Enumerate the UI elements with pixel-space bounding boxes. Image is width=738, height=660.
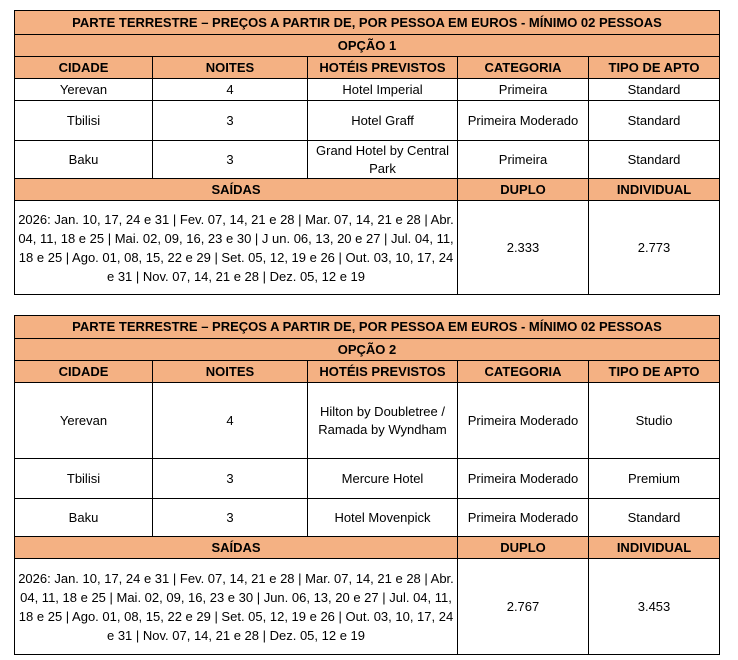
header-hotels: HOTÉIS PREVISTOS: [308, 57, 458, 79]
header-category: CATEGORIA: [458, 361, 589, 383]
room-type-cell: Standard: [589, 79, 720, 101]
room-type-cell: Standard: [589, 499, 720, 537]
nights-cell: 4: [153, 79, 308, 101]
header-city: CIDADE: [15, 57, 153, 79]
city-cell: Yerevan: [15, 79, 153, 101]
table-row: [15, 141, 720, 179]
header-nights: NOITES: [153, 361, 308, 383]
header-departures: SAÍDAS: [15, 179, 458, 201]
double-price: 2.767: [458, 559, 589, 655]
table-row: [15, 383, 720, 459]
room-type-cell: Studio: [589, 383, 720, 459]
category-cell: Primeira: [458, 141, 589, 179]
nights-cell: 3: [153, 101, 308, 141]
city-cell: Yerevan: [15, 383, 153, 459]
departure-dates: 2026: Jan. 10, 17, 24 e 31 | Fev. 07, 14, 21 e 28 | Mar. 07, 14, 21 e 28 | Abr. 04, 11, 18 e 25 | Mai. 02, 09, 16, 23 e 30 | J un. 06, 13, 20 e 27 | Jul. 04, 11, 18 e 25 | Ago. 01, 08, 15, 22 e 29 | Set. 05, 12, 19 e 26 | Out. 03, 10, 17, 24 e 31 | Nov. 07, 14, 21 e 28 | Dez. 05, 12 e 19: [15, 201, 458, 295]
category-cell: Primeira: [458, 79, 589, 101]
option-label: OPÇÃO 1: [15, 35, 720, 57]
room-type-cell: Premium: [589, 459, 720, 499]
room-type-cell: Standard: [589, 101, 720, 141]
table-title: PARTE TERRESTRE – PREÇOS A PARTIR DE, POR PESSOA EM EUROS - MÍNIMO 02 PESSOAS: [15, 316, 720, 339]
header-double: DUPLO: [458, 179, 589, 201]
single-price: 2.773: [589, 201, 720, 295]
nights-cell: 3: [153, 459, 308, 499]
hotel-cell: Hotel Imperial: [308, 79, 458, 101]
nights-cell: 3: [153, 141, 308, 179]
category-cell: Primeira Moderado: [458, 499, 589, 537]
table-row: [15, 459, 720, 499]
header-room-type: TIPO DE APTO: [589, 361, 720, 383]
header-single: INDIVIDUAL: [589, 179, 720, 201]
header-single: INDIVIDUAL: [589, 537, 720, 559]
price-table-option-1: [14, 10, 720, 295]
header-city: CIDADE: [15, 361, 153, 383]
header-hotels: HOTÉIS PREVISTOS: [308, 361, 458, 383]
table-title: PARTE TERRESTRE – PREÇOS A PARTIR DE, POR PESSOA EM EUROS - MÍNIMO 02 PESSOAS: [15, 11, 720, 35]
nights-cell: 4: [153, 383, 308, 459]
price-row: [15, 201, 720, 295]
category-cell: Primeira Moderado: [458, 383, 589, 459]
city-cell: Tbilisi: [15, 459, 153, 499]
city-cell: Tbilisi: [15, 101, 153, 141]
room-type-cell: Standard: [589, 141, 720, 179]
double-price: 2.333: [458, 201, 589, 295]
hotel-cell: Hotel Graff: [308, 101, 458, 141]
hotel-cell: Hilton by Doubletree / Ramada by Wyndham: [308, 383, 458, 459]
header-departures: SAÍDAS: [15, 537, 458, 559]
category-cell: Primeira Moderado: [458, 459, 589, 499]
price-row: [15, 559, 720, 655]
table-row: [15, 499, 720, 537]
hotel-cell: Hotel Movenpick: [308, 499, 458, 537]
city-cell: Baku: [15, 141, 153, 179]
table-row: [15, 101, 720, 141]
header-nights: NOITES: [153, 57, 308, 79]
single-price: 3.453: [589, 559, 720, 655]
header-double: DUPLO: [458, 537, 589, 559]
hotel-cell: Grand Hotel by Central Park: [308, 141, 458, 179]
price-table-option-2: [14, 315, 720, 655]
category-cell: Primeira Moderado: [458, 101, 589, 141]
hotel-cell: Mercure Hotel: [308, 459, 458, 499]
city-cell: Baku: [15, 499, 153, 537]
header-room-type: TIPO DE APTO: [589, 57, 720, 79]
header-category: CATEGORIA: [458, 57, 589, 79]
option-label: OPÇÃO 2: [15, 339, 720, 361]
table-row: [15, 79, 720, 101]
nights-cell: 3: [153, 499, 308, 537]
departure-dates: 2026: Jan. 10, 17, 24 e 31 | Fev. 07, 14, 21 e 28 | Mar. 07, 14, 21 e 28 | Abr. 04, 11, 18 e 25 | Mai. 02, 09, 16, 23 e 30 | Jun. 06, 13, 20 e 27 | Jul. 04, 11, 18 e 25 | Ago. 01, 08, 15, 22 e 29 | Set. 05, 12, 19 e 26 | Out. 03, 10, 17, 24 e 31 | Nov. 07, 14, 21 e 28 | Dez. 05, 12 e 19: [15, 559, 458, 655]
